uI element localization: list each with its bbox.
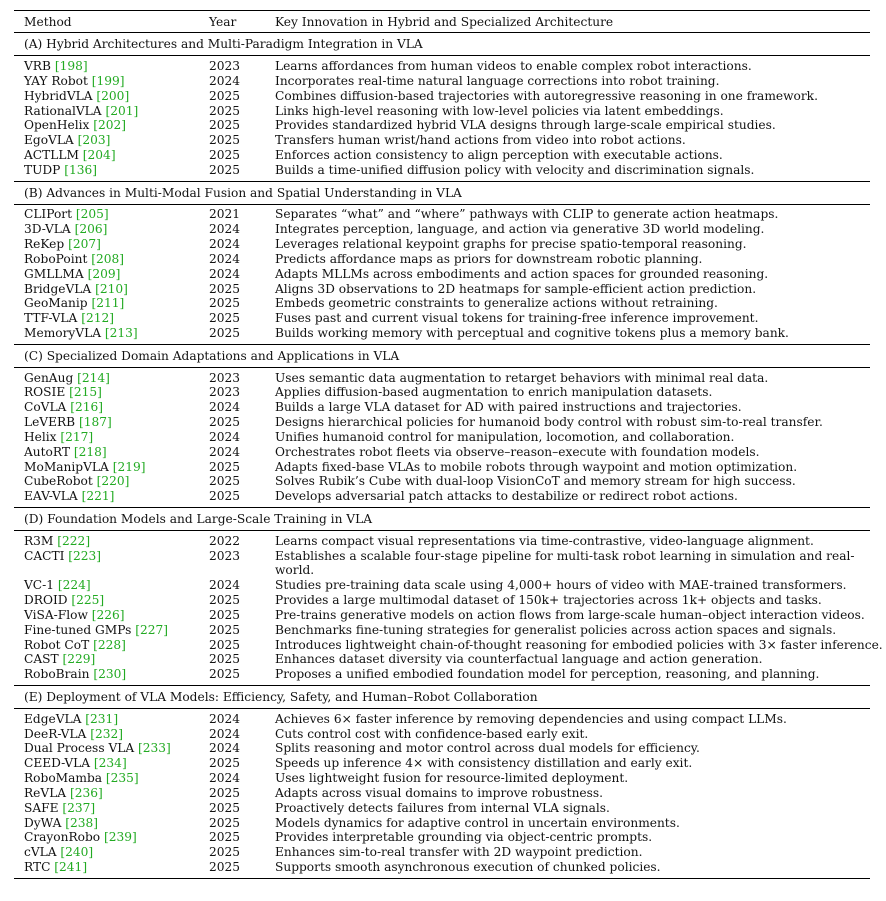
header-innovation: Key Innovation in Hybrid and Specialized Architecture <box>275 15 614 30</box>
citation-ref: [207] <box>68 237 101 252</box>
citation-ref: [206] <box>74 222 108 237</box>
year-cell: 2025 <box>209 607 241 622</box>
year-cell: 2025 <box>209 845 241 860</box>
table-row <box>14 282 870 297</box>
innovation-cell: Splits reasoning and motor control across dual models for efficiency. <box>275 741 700 756</box>
citation-ref: [235] <box>105 771 139 786</box>
method-cell <box>24 801 95 816</box>
innovation-cell: Incorporates real-time natural language corrections into robot training. <box>275 73 720 88</box>
citation-ref: [202] <box>93 118 127 133</box>
method-cell <box>24 148 116 163</box>
method-cell <box>24 267 120 282</box>
table-row <box>14 371 870 386</box>
table-row <box>14 445 870 460</box>
table-row <box>14 489 870 504</box>
method-cell <box>24 59 88 74</box>
citation-ref: [200] <box>96 88 130 103</box>
citation-ref: [208] <box>91 251 124 266</box>
method-name: GeoManip <box>24 296 88 311</box>
method-cell <box>24 326 138 341</box>
year-cell: 2021 <box>209 207 241 222</box>
year-cell: 2025 <box>209 162 241 177</box>
innovation-cell: Builds a large VLA dataset for AD with paired instructions and trajectories. <box>275 400 742 415</box>
innovation-cell: Learns affordances from human videos to enable complex robot interactions. <box>275 58 752 73</box>
method-name: EAV-VLA <box>24 489 78 504</box>
innovation-cell: Adapts MLLMs across embodiments and action spaces for grounded reasoning. <box>275 266 769 281</box>
table-row <box>14 712 870 727</box>
innovation-cell: Provides interpretable grounding via object-centric prompts. <box>275 830 653 845</box>
header-year: Year <box>209 15 237 30</box>
method-name: TTF-VLA <box>24 311 78 326</box>
innovation-cell: Adapts across visual domains to improve robustness. <box>275 785 604 800</box>
year-cell: 2024 <box>209 266 241 281</box>
innovation-cell: Uses lightweight fusion for resource-limited deployment. <box>275 771 629 786</box>
method-cell <box>24 163 97 178</box>
citation-ref: [227] <box>135 622 169 637</box>
citation-ref: [236] <box>69 785 103 800</box>
table-body <box>14 32 883 879</box>
method-name: CrayonRobo <box>24 830 101 845</box>
table-row <box>14 741 870 756</box>
method-cell <box>24 712 118 727</box>
citation-ref: [233] <box>138 741 171 756</box>
method-cell <box>24 237 101 252</box>
citation-ref: [228] <box>93 637 126 652</box>
method-cell <box>24 727 123 742</box>
citation-ref: [213] <box>104 326 138 341</box>
year-cell: 2025 <box>209 148 241 163</box>
method-name: HybridVLA <box>24 88 93 103</box>
section-title-text: (C) Specialized Domain Adaptations and Applications in VLA <box>24 348 400 363</box>
section-title <box>14 33 870 55</box>
method-cell <box>24 652 95 667</box>
citation-ref: [214] <box>77 370 110 385</box>
method-name: GMLLMA <box>24 266 84 281</box>
citation-ref: [218] <box>73 444 107 459</box>
table-row <box>14 385 870 400</box>
table-row <box>14 608 870 623</box>
method-name: CAST <box>24 652 59 667</box>
method-cell <box>24 400 103 415</box>
innovation-cell: Proposes a unified embodied foundation model for perception, reasoning, and planning. <box>275 667 820 682</box>
innovation-cell: Combines diffusion-based trajectories with autoregressive reasoning in one framework. <box>275 88 818 103</box>
year-cell: 2024 <box>209 429 241 444</box>
innovation-cell: Builds working memory with perceptual and cognitive tokens plus a memory bank. <box>275 326 789 341</box>
method-name: CoVLA <box>24 400 67 415</box>
method-cell <box>24 756 127 771</box>
method-name: DyWA <box>24 815 62 830</box>
table-row <box>14 311 870 326</box>
table-row <box>14 637 883 653</box>
table-row <box>14 415 870 430</box>
method-cell <box>24 608 125 623</box>
year-cell: 2025 <box>209 756 241 771</box>
table-row <box>14 163 870 178</box>
section-title-text: (B) Advances in Multi-Modal Fusion and Spatial Understanding in VLA <box>24 185 462 200</box>
table-row <box>14 252 870 267</box>
method-name: ViSA-Flow <box>24 607 88 622</box>
method-name: LeVERB <box>24 415 76 430</box>
citation-ref: [225] <box>71 593 105 608</box>
innovation-cell: Embeds geometric constraints to generalize actions without retraining. <box>275 296 718 311</box>
method-cell <box>24 296 124 311</box>
citation-ref: [136] <box>64 162 98 177</box>
innovation-cell: Provides standardized hybrid VLA designs through large-scale empirical studies. <box>275 118 776 133</box>
section-title <box>14 686 870 708</box>
innovation-cell: Unifies humanoid control for manipulation, locomotion, and collaboration. <box>275 429 735 444</box>
year-cell: 2025 <box>209 860 241 875</box>
year-cell: 2024 <box>209 222 241 237</box>
innovation-cell: Establishes a scalable four-stage pipeline for multi-task robot learning in simulation and real-world. <box>275 548 855 578</box>
innovation-cell: Uses semantic data augmentation to retarget behaviors with minimal real data. <box>275 370 769 385</box>
citation-ref: [198] <box>54 58 88 73</box>
method-name: SAFE <box>24 800 59 815</box>
table-row <box>14 786 870 801</box>
method-cell <box>24 578 91 593</box>
method-name: RoboPoint <box>24 251 88 266</box>
table-row <box>14 830 870 845</box>
table-row <box>14 222 870 237</box>
innovation-cell: Benchmarks fine-tuning strategies for generalist policies across action spaces and signals. <box>275 622 837 637</box>
innovation-cell: Solves Rubik’s Cube with dual-loop VisionCoT and memory stream for high success. <box>275 474 796 489</box>
method-cell <box>24 430 93 445</box>
innovation-cell: Leverages relational keypoint graphs for precise spatio-temporal reasoning. <box>275 237 747 252</box>
year-cell: 2025 <box>209 489 241 504</box>
table-row <box>14 207 870 222</box>
table-row <box>14 593 870 608</box>
method-cell <box>24 460 145 475</box>
citation-ref: [187] <box>79 415 112 430</box>
method-cell <box>24 667 126 682</box>
year-cell: 2024 <box>209 578 241 593</box>
method-name: Dual Process VLA <box>24 741 135 756</box>
section-title-text: (E) Deployment of VLA Models: Efficiency, Safety, and Human–Robot Collaboration <box>24 689 538 704</box>
table-row <box>14 460 870 475</box>
year-cell: 2024 <box>209 741 241 756</box>
method-cell <box>24 771 139 786</box>
citation-ref: [216] <box>70 400 104 415</box>
innovation-cell: Enhances dataset diversity via counterfactual language and action generation. <box>275 652 763 667</box>
section-title <box>14 345 870 367</box>
bottom-rule <box>14 878 870 879</box>
method-name: AutoRT <box>24 444 70 459</box>
method-name: CubeRobot <box>24 474 93 489</box>
method-name: Helix <box>24 429 57 444</box>
table-row <box>14 860 870 875</box>
year-cell: 2024 <box>209 711 241 726</box>
year-cell: 2022 <box>209 533 241 548</box>
year-cell: 2025 <box>209 415 241 430</box>
year-cell: 2023 <box>209 58 241 73</box>
year-cell: 2025 <box>209 593 241 608</box>
method-cell <box>24 741 171 756</box>
year-cell: 2024 <box>209 251 241 266</box>
citation-ref: [209] <box>87 266 121 281</box>
method-cell <box>24 252 124 267</box>
innovation-cell: Speeds up inference 4× with consistency distillation and early exit. <box>275 756 693 771</box>
method-name: BridgeVLA <box>24 281 92 296</box>
year-cell: 2025 <box>209 103 241 118</box>
year-cell: 2025 <box>209 281 241 296</box>
innovation-cell: Proactively detects failures from internal VLA signals. <box>275 800 610 815</box>
innovation-cell: Achieves 6× faster inference by removing dependencies and using compact LLMs. <box>275 711 787 726</box>
method-cell <box>24 207 109 222</box>
method-cell <box>24 489 114 504</box>
method-name: cVLA <box>24 845 57 860</box>
method-name: Fine-tuned GMPs <box>24 622 132 637</box>
method-name: RoboMamba <box>24 771 103 786</box>
innovation-cell: Develops adversarial patch attacks to destabilize or redirect robot actions. <box>275 489 738 504</box>
table-row <box>14 296 870 311</box>
year-cell: 2025 <box>209 133 241 148</box>
year-cell: 2025 <box>209 311 241 326</box>
citation-ref: [221] <box>81 489 115 504</box>
method-name: MemoryVLA <box>24 326 101 341</box>
year-cell: 2025 <box>209 652 241 667</box>
innovation-cell: Supports smooth asynchronous execution of chunked policies. <box>275 860 661 875</box>
year-cell: 2025 <box>209 88 241 103</box>
citation-ref: [224] <box>57 578 91 593</box>
year-cell: 2025 <box>209 637 241 652</box>
table-row <box>14 534 870 549</box>
method-name: CACTI <box>24 548 65 563</box>
method-cell <box>24 118 126 133</box>
method-name: CEED-VLA <box>24 756 91 771</box>
year-cell: 2025 <box>209 326 241 341</box>
method-cell <box>24 445 107 460</box>
table-header <box>14 11 870 32</box>
table-row <box>14 400 870 415</box>
year-cell: 2024 <box>209 237 241 252</box>
table-row <box>14 845 870 860</box>
method-name: RationalVLA <box>24 103 102 118</box>
method-cell <box>24 74 125 89</box>
method-name: ROSIE <box>24 385 66 400</box>
citation-ref: [234] <box>93 756 127 771</box>
method-name: GenAug <box>24 370 74 385</box>
table-row <box>14 652 870 667</box>
innovation-cell: Integrates perception, language, and action via generative 3D world modeling. <box>275 222 765 237</box>
citation-ref: [219] <box>112 459 146 474</box>
method-cell <box>24 474 129 489</box>
year-cell: 2025 <box>209 785 241 800</box>
table-row <box>14 801 870 816</box>
method-name: CLIPort <box>24 207 72 222</box>
innovation-cell: Builds a time-unified diffusion policy with velocity and discrimination signals. <box>275 162 755 177</box>
method-name: TUDP <box>24 162 61 177</box>
method-cell <box>24 222 107 237</box>
citation-ref: [231] <box>85 711 119 726</box>
method-name: MoManipVLA <box>24 459 109 474</box>
method-cell <box>24 371 110 386</box>
innovation-cell: Learns compact visual representations via time-contrastive, video-language alignment. <box>275 533 814 548</box>
method-cell <box>24 534 90 549</box>
innovation-cell: Transfers human wrist/hand actions from video into robot actions. <box>275 133 686 148</box>
year-cell: 2025 <box>209 296 241 311</box>
year-cell: 2023 <box>209 385 241 400</box>
citation-ref: [232] <box>90 726 123 741</box>
table-row <box>14 771 870 786</box>
citation-ref: [210] <box>95 281 128 296</box>
section-title <box>14 508 870 530</box>
table-row <box>14 727 870 742</box>
year-cell: 2024 <box>209 771 241 786</box>
table-row <box>14 89 870 104</box>
innovation-cell: Enforces action consistency to align perception with executable actions. <box>275 148 723 163</box>
year-cell: 2024 <box>209 73 241 88</box>
innovation-cell: Studies pre-training data scale using 4,000+ hours of video with MAE-trained transformers. <box>275 578 847 593</box>
citation-ref: [220] <box>96 474 130 489</box>
year-cell: 2024 <box>209 726 241 741</box>
method-name: ReVLA <box>24 785 67 800</box>
innovation-cell: Orchestrates robot fleets via observe–reason–execute with foundation models. <box>275 444 760 459</box>
table-row <box>14 148 870 163</box>
method-name: ReKep <box>24 237 65 252</box>
method-cell <box>24 89 129 104</box>
citation-ref: [217] <box>60 429 94 444</box>
method-name: EgoVLA <box>24 133 74 148</box>
citation-ref: [223] <box>68 548 102 563</box>
table-row <box>14 104 870 119</box>
innovation-cell: Provides a large multimodal dataset of 150k+ trajectories across 1k+ objects and tasks. <box>275 593 822 608</box>
table-row <box>14 816 870 831</box>
innovation-cell: Adapts fixed-base VLAs to mobile robots through waypoint and motion optimization. <box>275 459 798 474</box>
table-row <box>14 133 870 148</box>
table-row <box>14 549 870 579</box>
method-name: VC-1 <box>24 578 54 593</box>
method-cell <box>24 623 168 638</box>
table-row <box>14 237 870 252</box>
year-cell: 2025 <box>209 800 241 815</box>
method-name: DeeR-VLA <box>24 726 87 741</box>
method-cell <box>24 104 138 119</box>
innovation-cell: Predicts affordance maps as priors for downstream robotic planning. <box>275 251 703 266</box>
innovation-cell: Cuts control cost with confidence-based early exit. <box>275 726 589 741</box>
table-row <box>14 326 870 341</box>
innovation-cell: Enhances sim-to-real transfer with 2D waypoint prediction. <box>275 845 643 860</box>
method-name: RTC <box>24 860 51 875</box>
year-cell: 2025 <box>209 830 241 845</box>
year-cell: 2023 <box>209 548 241 563</box>
citation-ref: [199] <box>91 73 125 88</box>
innovation-cell: Designs hierarchical policies for humanoid body control with robust sim-to-real transfer. <box>275 415 823 430</box>
table-row <box>14 474 870 489</box>
method-name: Robot CoT <box>24 637 90 652</box>
method-cell <box>24 549 101 564</box>
innovation-cell: Pre-trains generative models on action flows from large-scale human–object interaction videos. <box>275 607 865 622</box>
method-name: VRB <box>24 58 51 73</box>
method-name: 3D-VLA <box>24 222 71 237</box>
method-name: DROID <box>24 593 68 608</box>
year-cell: 2025 <box>209 667 241 682</box>
year-cell: 2023 <box>209 370 241 385</box>
method-name: EdgeVLA <box>24 711 82 726</box>
citation-ref: [204] <box>82 148 116 163</box>
citation-ref: [240] <box>60 845 94 860</box>
method-cell <box>24 593 104 608</box>
innovation-cell: Links high-level reasoning with low-level policies via latent embeddings. <box>275 103 724 118</box>
citation-ref: [203] <box>77 133 111 148</box>
method-name: ACTLLM <box>24 148 79 163</box>
table-row <box>14 430 870 445</box>
method-cell <box>24 415 112 430</box>
innovation-cell: Introduces lightweight chain-of-thought reasoning for embodied policies with 3× faster inference. <box>275 637 883 652</box>
table-row <box>14 756 870 771</box>
table-row <box>14 578 870 593</box>
method-name: YAY Robot <box>24 73 88 88</box>
method-cell <box>24 133 110 148</box>
year-cell: 2025 <box>209 474 241 489</box>
table-row <box>14 623 870 638</box>
method-name: R3M <box>24 533 54 548</box>
citation-ref: [238] <box>65 815 99 830</box>
section-title-text: (D) Foundation Models and Large-Scale Training in VLA <box>24 511 373 526</box>
method-cell <box>24 282 128 297</box>
method-cell <box>24 786 103 801</box>
citation-ref: [230] <box>93 667 127 682</box>
citation-ref: [211] <box>91 296 125 311</box>
citation-ref: [222] <box>57 533 91 548</box>
method-name: RoboBrain <box>24 667 90 682</box>
citation-ref: [237] <box>62 800 96 815</box>
method-cell <box>24 311 114 326</box>
citation-ref: [201] <box>105 103 139 118</box>
citation-ref: [212] <box>81 311 114 326</box>
innovation-cell: Fuses past and current visual tokens for training-free inference improvement. <box>275 311 759 326</box>
innovation-cell: Separates “what” and “where” pathways with CLIP to generate action heatmaps. <box>275 207 779 222</box>
table-row <box>14 667 870 682</box>
method-cell <box>24 638 126 653</box>
table-row <box>14 118 870 133</box>
innovation-cell: Applies diffusion-based augmentation to enrich manipulation datasets. <box>275 385 713 400</box>
section-title <box>14 182 870 204</box>
year-cell: 2024 <box>209 400 241 415</box>
citation-ref: [205] <box>75 207 109 222</box>
table-row <box>14 74 870 89</box>
table-row <box>14 267 870 282</box>
citation-ref: [215] <box>69 385 102 400</box>
citation-ref: [239] <box>104 830 137 845</box>
year-cell: 2025 <box>209 622 241 637</box>
method-cell <box>24 816 98 831</box>
method-cell <box>24 385 102 400</box>
innovation-cell: Models dynamics for adaptive control in uncertain environments. <box>275 815 680 830</box>
header-method: Method <box>24 15 72 30</box>
section-title-text: (A) Hybrid Architectures and Multi-Paradigm Integration in VLA <box>24 37 423 52</box>
architecture-table <box>14 10 883 879</box>
citation-ref: [226] <box>91 607 125 622</box>
year-cell: 2025 <box>209 459 241 474</box>
citation-ref: [241] <box>54 860 88 875</box>
table-row <box>14 59 870 74</box>
year-cell: 2025 <box>209 815 241 830</box>
year-cell: 2024 <box>209 444 241 459</box>
citation-ref: [229] <box>62 652 96 667</box>
method-cell <box>24 845 93 860</box>
method-name: OpenHelix <box>24 118 90 133</box>
method-cell <box>24 830 137 845</box>
innovation-cell: Aligns 3D observations to 2D heatmaps for sample-efficient action prediction. <box>275 281 757 296</box>
method-cell <box>24 860 87 875</box>
year-cell: 2025 <box>209 118 241 133</box>
